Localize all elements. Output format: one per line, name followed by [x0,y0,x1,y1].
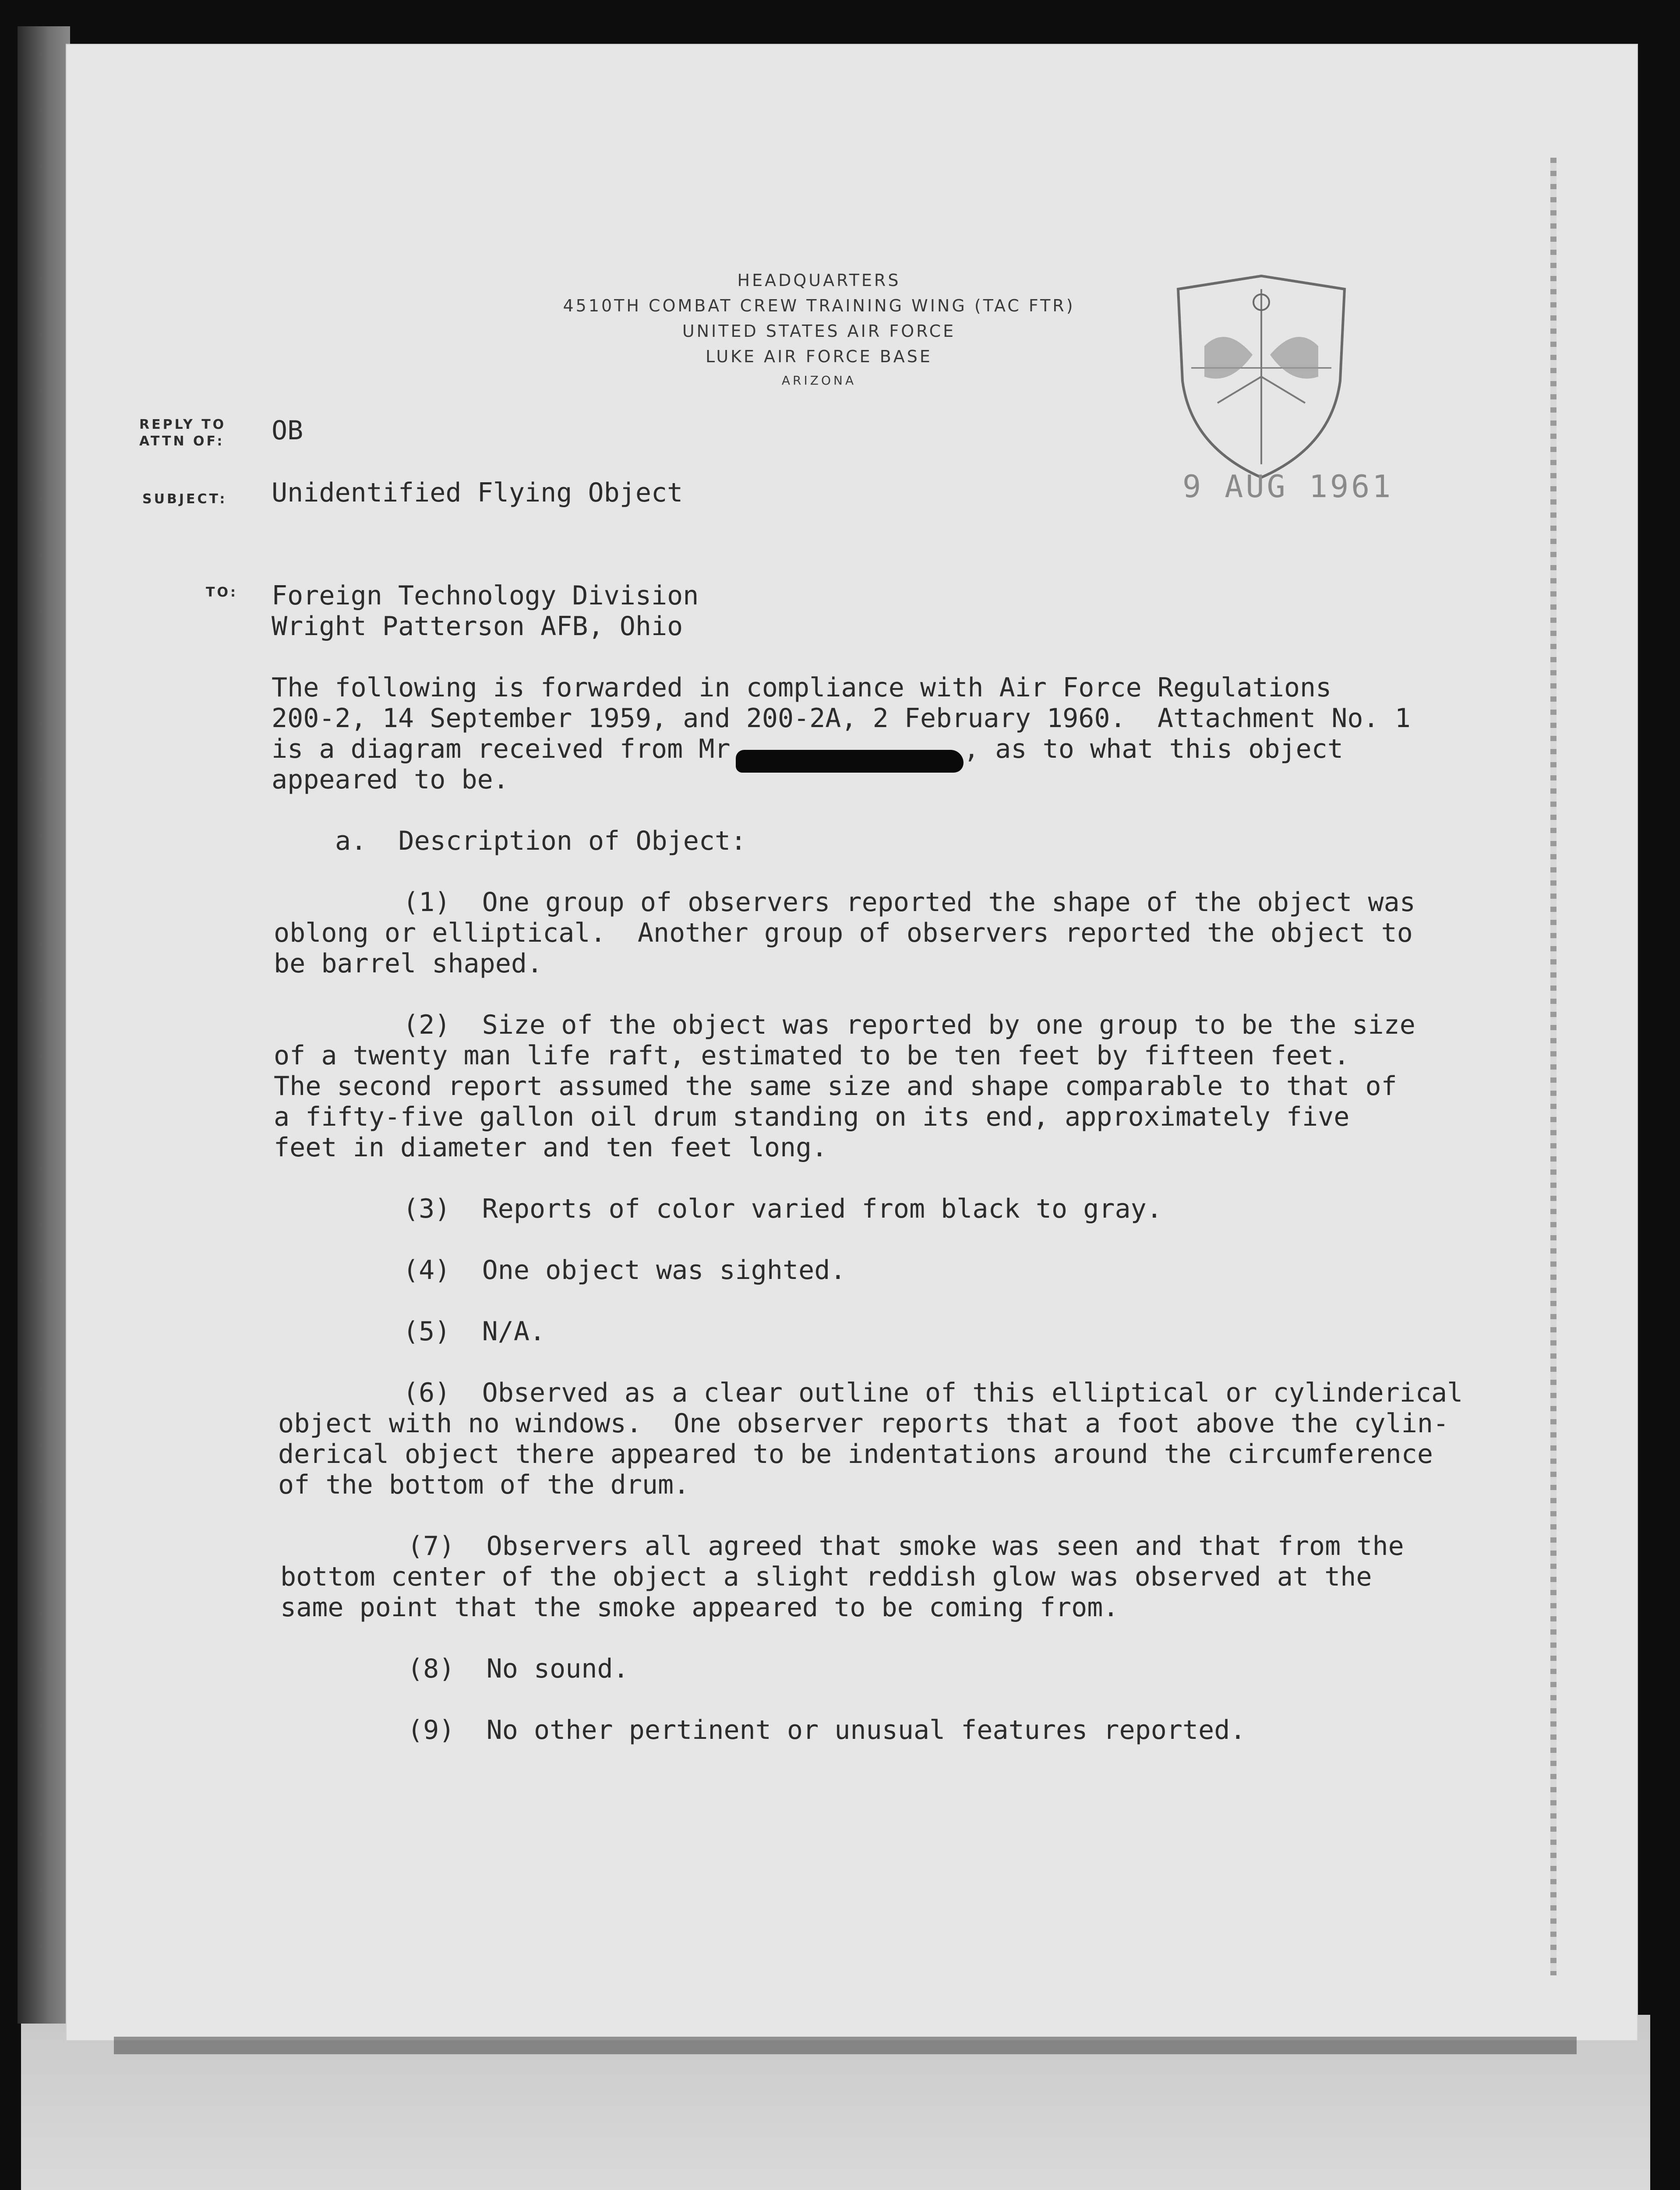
intro-line-2: 200-2, 14 September 1959, and 200-2A, 2 February 1960. Attachment No. 1 [272,703,1411,734]
item-2-line-5: feet in diameter and ten feet long. [274,1132,828,1163]
letterhead-line-3: UNITED STATES AIR FORCE [682,321,956,341]
item-6-line-2: object with no windows. One observer reports that a foot above the cylin- [278,1408,1449,1439]
item-1-line-2: oblong or elliptical. Another group of observers reported the object to [274,918,1413,948]
subject-value: Unidentified Flying Object [272,477,683,508]
item-2-line-3: The second report assumed the same size and shape comparable to that of [274,1071,1397,1102]
item-7-line-2: bottom center of the object a slight reddish glow was observed at the [280,1561,1372,1592]
reply-label-line-2: ATTN OF: [139,434,225,449]
item-4: (4) One object was sighted. [403,1255,846,1286]
item-2-line-2: of a twenty man life raft, estimated to be ten feet by fifteen feet. [274,1040,1350,1071]
item-1-line-3: be barrel shaped. [274,948,543,979]
item-5: (5) N/A. [403,1316,546,1347]
to-line-2: Wright Patterson AFB, Ohio [272,611,683,642]
date-stamp: 9 AUG 1961 [1182,469,1394,505]
item-1-line-1: (1) One group of observers reported the shape of the object was [403,887,1415,918]
subject-label: SUBJECT: [142,491,227,507]
section-a-heading: a. Description of Object: [335,826,747,856]
reply-label-line-1: REPLY TO [139,417,226,432]
item-2-line-4: a fifty-five gallon oil drum standing on its end, approximately five [274,1102,1350,1132]
item-3: (3) Reports of color varied from black to gray. [403,1194,1162,1224]
item-9: (9) No other pertinent or unusual features reported. [407,1715,1246,1745]
letterhead-line-1: HEADQUARTERS [737,271,901,290]
reply-value: OB [272,415,304,446]
page-left-edge [18,26,70,2024]
item-6-line-4: of the bottom of the drum. [278,1469,690,1500]
letterhead-line-5: ARIZONA [781,373,857,388]
letterhead-line-2: 4510TH COMBAT CREW TRAINING WING (TAC FTR) [563,296,1075,315]
item-7-line-3: same point that the smoke appeared to be coming from. [280,1592,1119,1623]
intro-line-4: appeared to be. [272,764,509,795]
to-line-1: Foreign Technology Division [272,580,699,611]
air-force-seal-icon [1165,272,1358,482]
item-6-line-3: derical object there appeared to be indentations around the circumference [278,1439,1433,1469]
intro-line-1: The following is forwarded in compliance with Air Force Regulations [272,672,1332,703]
to-label: TO: [206,585,238,600]
intro-line-3b: , as to what this object [964,734,1343,764]
item-6-line-1: (6) Observed as a clear outline of this elliptical or cylinderical [403,1378,1463,1408]
redaction-bar [736,750,964,773]
intro-line-3a: is a diagram received from Mr [272,734,731,764]
item-7-line-1: (7) Observers all agreed that smoke was seen and that from the [407,1531,1404,1561]
letterhead-line-4: LUKE AIR FORCE BASE [706,347,932,366]
page-right-edge [1550,158,1556,1975]
item-2-line-1: (2) Size of the object was reported by one group to be the size [403,1010,1415,1040]
item-8: (8) No sound. [407,1653,629,1684]
page-bottom-shadow [114,2037,1577,2054]
